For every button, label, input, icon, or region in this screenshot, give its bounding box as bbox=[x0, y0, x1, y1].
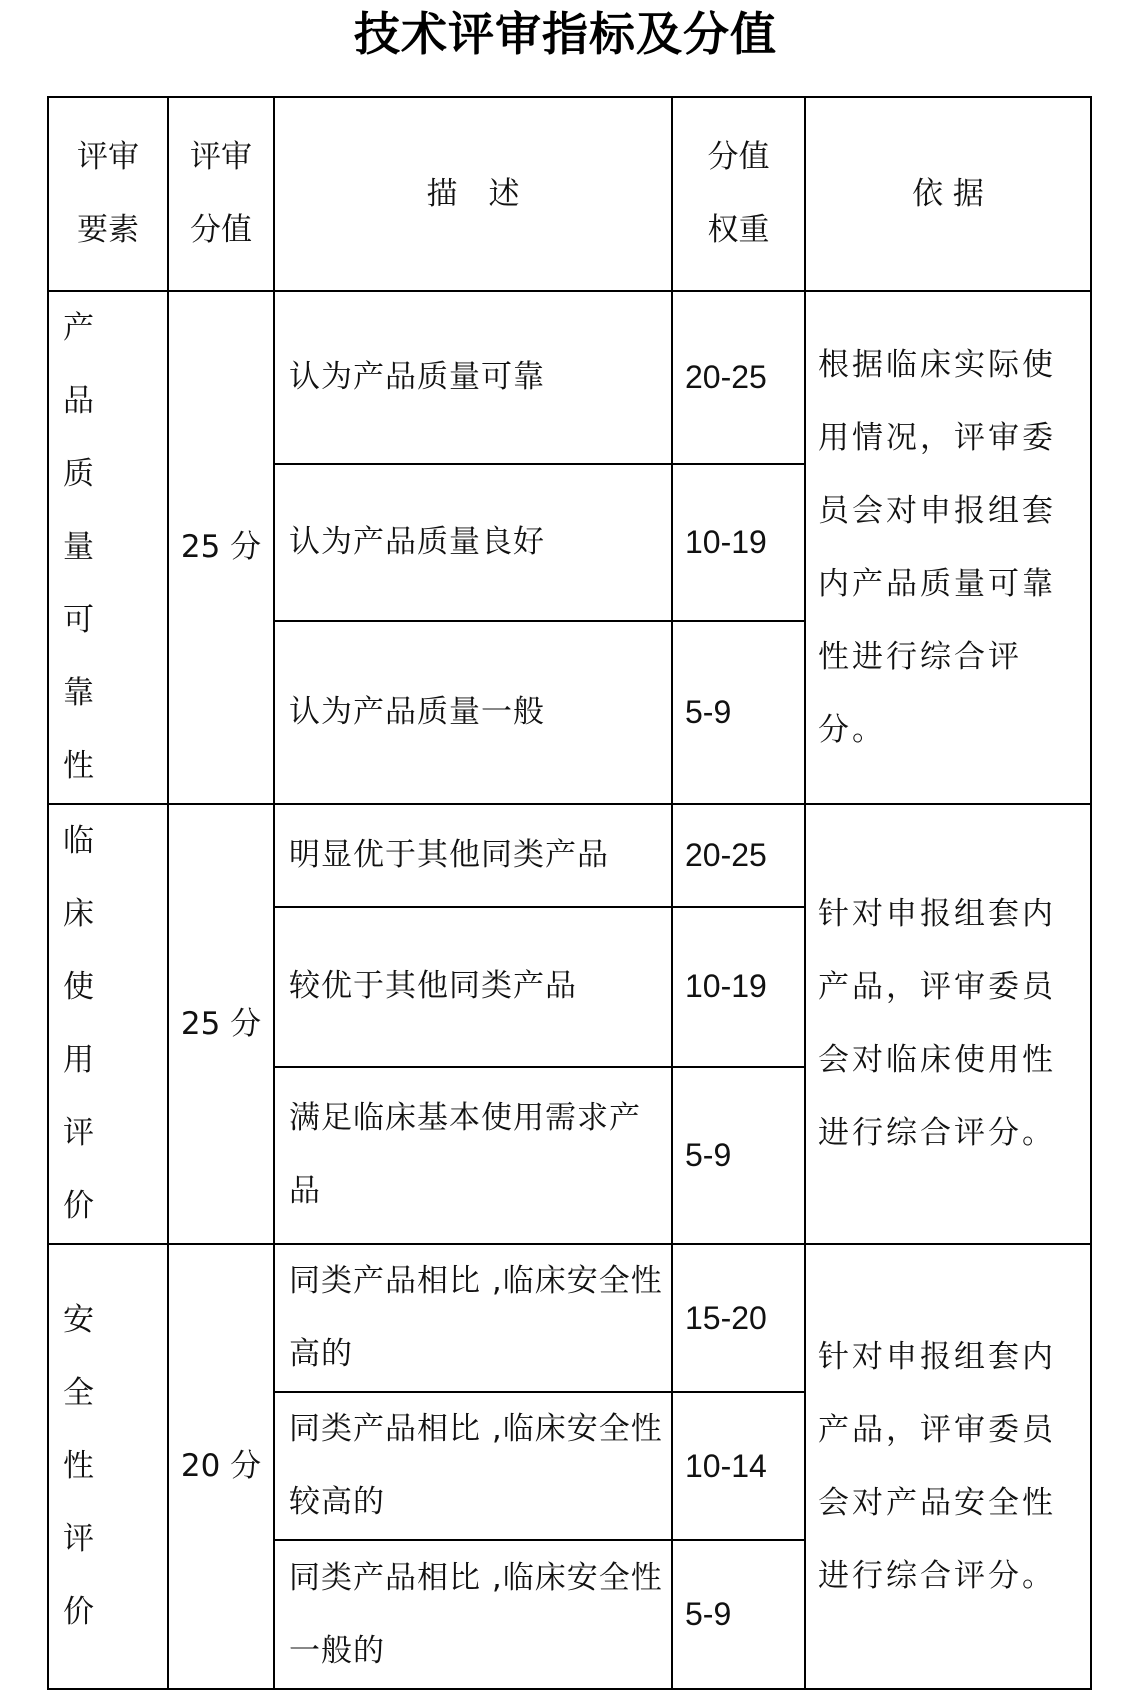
table-row bbox=[48, 291, 1091, 464]
header-score: 评审 分值 bbox=[168, 97, 274, 291]
factor-cell: 临床使用评价 bbox=[48, 804, 168, 1244]
header-description: 描 述 bbox=[274, 97, 672, 291]
description-cell: 较优于其他同类产品 bbox=[274, 907, 672, 1066]
description-cell: 明显优于其他同类产品 bbox=[274, 804, 672, 907]
review-criteria-table bbox=[47, 96, 1092, 1690]
weight-cell: 20-25 bbox=[672, 804, 805, 907]
basis-cell: 针对申报组套内产品，评审委员会对产品安全性进行综合评分。 bbox=[805, 1244, 1091, 1689]
description-cell: 认为产品质量良好 bbox=[274, 464, 672, 621]
table-row bbox=[48, 1244, 1091, 1392]
factor-cell: 安全性评价 bbox=[48, 1244, 168, 1689]
factor-cell: 产品质量可靠性 bbox=[48, 291, 168, 804]
score-cell: 25 分 bbox=[168, 291, 274, 804]
weight-cell: 15-20 bbox=[672, 1244, 805, 1392]
weight-cell: 5-9 bbox=[672, 1540, 805, 1689]
description-cell: 认为产品质量一般 bbox=[274, 621, 672, 804]
weight-cell: 10-19 bbox=[672, 907, 805, 1066]
header-factor: 评审 要素 bbox=[48, 97, 168, 291]
weight-cell: 10-14 bbox=[672, 1392, 805, 1540]
description-cell: 认为产品质量可靠 bbox=[274, 291, 672, 464]
score-cell: 20 分 bbox=[168, 1244, 274, 1689]
description-cell: 同类产品相比 ,临床安全性较高的 bbox=[274, 1392, 672, 1540]
page-title: 技术评审指标及分值 bbox=[354, 7, 777, 61]
weight-cell: 20-25 bbox=[672, 291, 805, 464]
description-cell: 满足临床基本使用需求产品 bbox=[274, 1067, 672, 1244]
header-basis: 依 据 bbox=[805, 97, 1091, 291]
header-row bbox=[48, 97, 1091, 291]
weight-cell: 5-9 bbox=[672, 621, 805, 804]
description-cell: 同类产品相比 ,临床安全性一般的 bbox=[274, 1540, 672, 1689]
basis-cell: 根据临床实际使用情况，评审委员会对申报组套内产品质量可靠性进行综合评分。 bbox=[805, 291, 1091, 804]
score-cell: 25 分 bbox=[168, 804, 274, 1244]
weight-cell: 10-19 bbox=[672, 464, 805, 621]
description-cell: 同类产品相比 ,临床安全性高的 bbox=[274, 1244, 672, 1392]
header-weight: 分值 权重 bbox=[672, 97, 805, 291]
weight-cell: 5-9 bbox=[672, 1067, 805, 1244]
basis-cell: 针对申报组套内产品，评审委员会对临床使用性进行综合评分。 bbox=[805, 804, 1091, 1244]
table-row bbox=[48, 804, 1091, 907]
